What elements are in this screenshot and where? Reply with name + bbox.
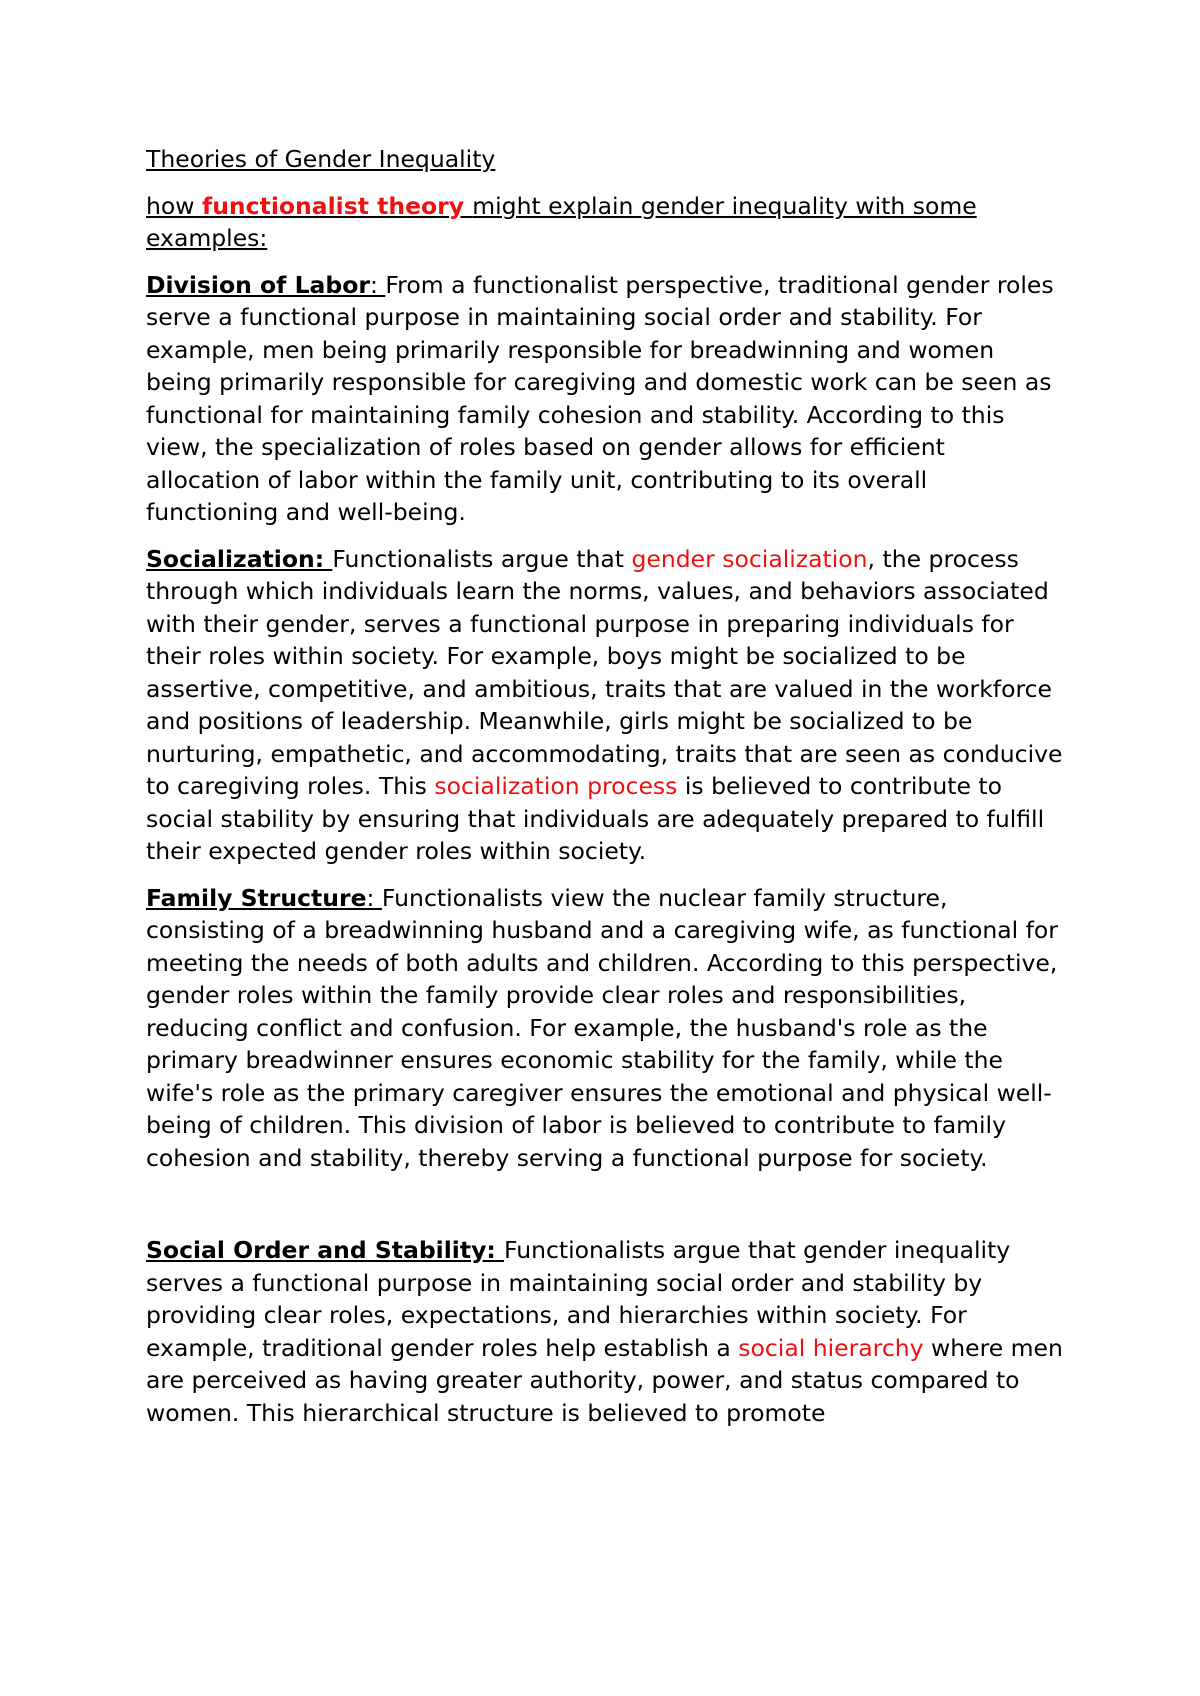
section-text: Functionalists argue that gender inequality serves a functional purpose in maintaining social order and stability by providing clear roles, expectations, and hierarchies within society. For example, traditional gender roles help establish a — [146, 1236, 1011, 1362]
highlight-term: gender socialization — [631, 544, 868, 573]
section-heading: Division of Labor — [146, 270, 370, 299]
section-text: Functionalists argue that — [332, 544, 632, 573]
section-text: where men are perceived as having greater authority, power, and status compared to women. This hierarchical structure is believed to promote — [146, 1333, 1063, 1427]
intro-prefix: how — [146, 191, 202, 220]
section-social-order — [146, 1234, 1066, 1429]
section-text: , the process through which individuals learn the norms, values, and behaviors associated with their gender, serves a functional purpose in preparing individuals for their roles within society. For example, boys might be socialized to be assertive, competitive, and ambitious, traits that are valued in the workforce and positions of leadership. Meanwhile, girls might be socialized to be nurturing, empathetic, and accommodating, traits that are seen as conducive to caregiving roles. This — [146, 544, 1063, 800]
highlight-term: socialization process — [434, 772, 678, 800]
blank-line — [146, 1188, 1066, 1234]
section-text: From a functionalist perspective, traditional gender roles serve a functional purpose in maintaining social order and stability. For example, men being primarily responsible for breadwinning and women being primarily responsible for caregiving and domestic work can be seen as functional for maintaining family cohesion and stability. According to this view, the specialization of roles based on gender allows for efficient allocation of labor within the family unit, contributing to its overall functioning and well-being. — [146, 270, 1054, 526]
section-heading: Family Structure — [146, 883, 367, 912]
intro-highlight: functionalist theory — [201, 191, 473, 220]
heading-separator: : — [366, 883, 382, 912]
highlight-term: social hierarchy — [738, 1333, 924, 1362]
title-text: Theories of Gender Inequality — [146, 145, 496, 173]
section-text: is believed to contribute to social stability by ensuring that individuals are adequately prepared to fulfill their expected gender roles within society. — [146, 772, 1045, 865]
heading-separator: : — [369, 270, 386, 299]
section-family-structure — [146, 882, 1066, 1175]
intro-suffix: might explain gender inequality with some examples: — [146, 191, 977, 252]
document-title — [146, 143, 1066, 176]
section-socialization — [146, 543, 1066, 868]
section-heading: Social Order and Stability: — [146, 1236, 504, 1264]
section-division-of-labor — [146, 269, 1066, 529]
section-text: Functionalists view the nuclear family structure, consisting of a breadwinning husband and a caregiving wife, as functional for meeting the needs of both adults and children. According to this perspective, gender roles within the family provide clear roles and responsibilities, reducing conflict and confusion. For example, the husband's role as the primary breadwinner ensures economic stability for the family, while the wife's role as the primary caregiver ensures the emotional and physical well-being of children. This division of labor is believed to contribute to family cohesion and stability, thereby serving a functional purpose for society. — [146, 883, 1058, 1172]
document-body — [146, 143, 1066, 1443]
intro-line — [146, 190, 1066, 255]
section-heading: Socialization: — [146, 544, 333, 573]
